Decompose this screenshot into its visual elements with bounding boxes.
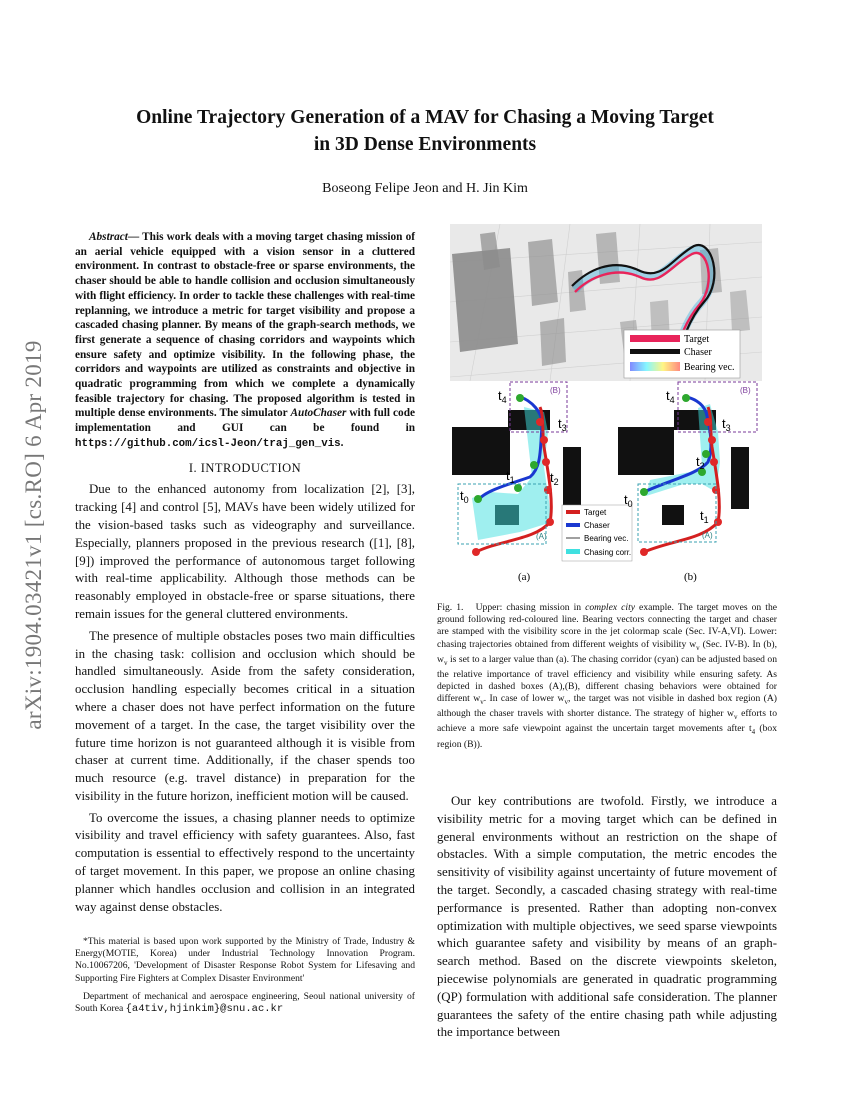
label-t2-b: $t_2$ [696,454,705,471]
box-b-label: (B) [550,386,561,395]
legend-bottom-chaser: Chaser [584,521,610,530]
obstacle-block [452,427,510,475]
legend-top-bearing: Bearing vec. [684,362,735,373]
github-link[interactable]: https://github.com/icsl-Jeon/traj_gen_vis [75,437,341,450]
simulator-name: AutoChaser [290,407,347,420]
intro-paragraph-1: Due to the enhanced autonomy from localization [2], [3], tracking [4] and control [5], MAVs have been widely utilized for the vision-based tasks such as videography and surveillance. Especially, planners proposed in the previous research ([1], [8], [9]) improved the performance of autonomous target following with real-time applicability. Although those methods can be reasonably employed in obstacle-free or sparse situations, there remain issues for the general cluttered environments. [75,482,415,621]
obstacle-block [662,505,684,525]
footnotes [75,936,415,1021]
title-line-1: Online Trajectory Generation of a MAV for Chasing a Moving Target [136,107,714,128]
obstacle-block [731,447,749,509]
label-t3-b: $t_3$ [722,416,731,433]
label-t0-b: $t_0$ [624,492,633,509]
box-b-label: (B) [740,386,751,395]
legend-swatch [566,549,580,554]
legend-swatch [566,510,580,514]
caption-text: . In case of lower w [483,693,565,705]
caption-text: (Sec. IV-B). In (b), w [437,638,777,665]
arxiv-id: arXiv:1904.03421v1 [cs.RO] 6 Apr 2019 [21,340,46,730]
caption-label: Fig. 1. [437,602,464,613]
label-t4-a: $t_4$ [498,388,507,405]
affiliation-text: Department of mechanical and aerospace engineering, Seoul national university of South Korea [75,990,415,1015]
abstract-text-mid: with full code implementation and GUI can be found in [75,407,415,435]
caption-text: efforts to achieve a more safe viewpoint against the uncertain target movements after t [437,708,778,735]
abstract-text: — This work deals with a moving target chasing mission of an aerial vehicle equipped with a vision sensor in a cluttered environment. In contrast to obstacle-free or sparse environments, the chaser should be able to handle collision and occlusion simultaneously with flight efficiency. In order to tackle these challenges with real-time replanning, we introduce a metric for target visibility and propose a cascaded chasing planner. By means of the graph-search methods, we first generate a sequence of chasing corridors and waypoints which ensure safety and optimize visibility. In the following phase, the corridors and waypoints are utilized as constraints and objective in quadratic programming from which we complete a dynamically feasible trajectory for chasing. The proposed algorithm is tested in multiple dense environments. The simulator [75,231,415,420]
label-t1-b: $t_1$ [700,508,709,525]
authors: Boseong Felipe Jeon and H. Jin Kim [322,181,528,196]
legend-bottom-corridor: Chasing corr. [584,548,632,557]
caption-text: (box region (B)). [437,723,778,750]
intro-paragraph-2: The presence of multiple obstacles poses two main difficulties in the chasing task: collision and occlusion which should be handled simultaneously. Aside from the safety consideration, occlusion handling especially becomes critical in a situation where a chaser does not have perfect information on the future movement of a target. In the case, the target visibility over the future time horizon is not guaranteed although it is visible from chaser at current time. Additionally, if the chaser spends too much resource (e.g. travel distance) in preparation for the visibility in the future horizon, inefficient motion will be caused. [75,628,415,803]
right-column-text [437,793,777,1042]
title-line-2: in 3D Dense Environments [313,134,537,155]
section-heading: I. INTRODUCTION [188,460,302,475]
panel-b [618,382,757,583]
label-t2-a: $t_2$ [550,470,559,487]
caption-subscript: v [733,713,738,722]
paper-title [60,104,790,158]
author-emails: {a4tiv,hjinkim}@snu.ac.kr [125,1003,284,1016]
caption-text: Upper: chasing mission in [475,602,586,613]
abstract-label: Abstract [89,231,128,243]
caption-subscript: v [564,698,568,707]
legend-swatch [566,523,580,527]
legend-swatch-bearing [630,362,680,371]
legend-top-target: Target [684,334,710,345]
left-column [75,230,415,916]
caption-subscript: v [480,698,484,707]
box-a-label: (A) [702,531,713,540]
label-t4-b: $t_4$ [666,388,675,405]
contributions-paragraph: Our key contributions are twofold. Firstly, we introduce a visibility metric for a moving target which can be defined in general environments without an restriction on the shape of obstacles. With a simple computation, the metric encodes the sensitivity of visibility against uncertainty of future movement of the target. Secondly, a cascaded chasing strategy with real-time performance is presented. Rather than adopting non-convex optimization with multiple objectives, we seed sparse viewpoints which guarantee safety and visibility by means of an graph-search method. Based on the discrete viewpoints skeleton, piecewise polynomials are generated in quadratic programming (QP) formulation with additional safe consideration. The planner guarantees the safety of the entire chasing path while adjusting the importance between [437,794,777,1040]
legend-bottom-target: Target [584,508,607,517]
caption-subscript: v [696,643,700,652]
abstract [75,230,415,452]
arxiv-stamp [16,300,52,770]
legend-swatch-target [630,335,680,342]
caption-text: is set to a larger value than (a). The chasing corridor (cyan) can be adjusted based on the relative importance of travel efficiency and visibility while ensuring safety. As depicted in dashed boxes (A),(B), different chasing behaviors were obtained for different w [437,653,777,705]
caption-text: example. The target moves on the ground following red-coloured line. Bearing vectors connecting the target and chaser are stamped with the visibility score in the jet colormap scale (Sec. IV-A,VI). Lower: chasing trajectories obtained from different weights of visibility w [437,602,777,650]
city-render [450,224,762,381]
box-a-label: (A) [536,532,547,541]
caption-italic: complex city [585,602,635,613]
legend-swatch-chaser [630,349,680,354]
label-t1-a: $t_1$ [506,468,515,485]
label-t0-a: $t_0$ [460,488,469,505]
obstacle-block [563,447,581,509]
figure-graphic [440,222,775,592]
figure-1 [440,222,775,592]
panel-a [452,382,632,583]
building [540,318,566,366]
caption-subscript: 4 [751,728,756,737]
obstacle-block [618,427,674,475]
caption-subscript: v [443,658,448,667]
caption-text: , the target was not visible in dashed box region (A) although the chaser travels with shorter distance. The strategy of higher w [437,693,777,720]
legend-top-chaser: Chaser [684,347,712,358]
subfigure-a-label: (a) [518,571,531,583]
intro-paragraph-3: To overcome the issues, a chasing planner needs to optimize visibility and travel efficiency with safety guarantees. Also, fast computation is essential to effectively respond to the uncertainty of target movement. In this paper, we propose an online chasing planner which handles occlusion and collision in an integrated way against dense obstacles. [75,810,415,914]
legend-bottom-bearing: Bearing vec. [584,534,629,543]
subfigure-b-label: (b) [684,571,697,583]
figure-caption [437,602,777,751]
label-t3-a: $t_3$ [558,416,567,433]
abstract-end: . [340,436,344,449]
affiliation-footnote [75,991,415,1015]
funding-footnote: *This material is based upon work supported by the Ministry of Trade, Industry & Energy(MOTIE, Korea) under Industrial Technology Innovation Program. No.10067206, 'Development of Disaster Response Robot System for Lifesaving and Supporting Fire Fighters at Complex Disaster Environment' [75,936,415,984]
